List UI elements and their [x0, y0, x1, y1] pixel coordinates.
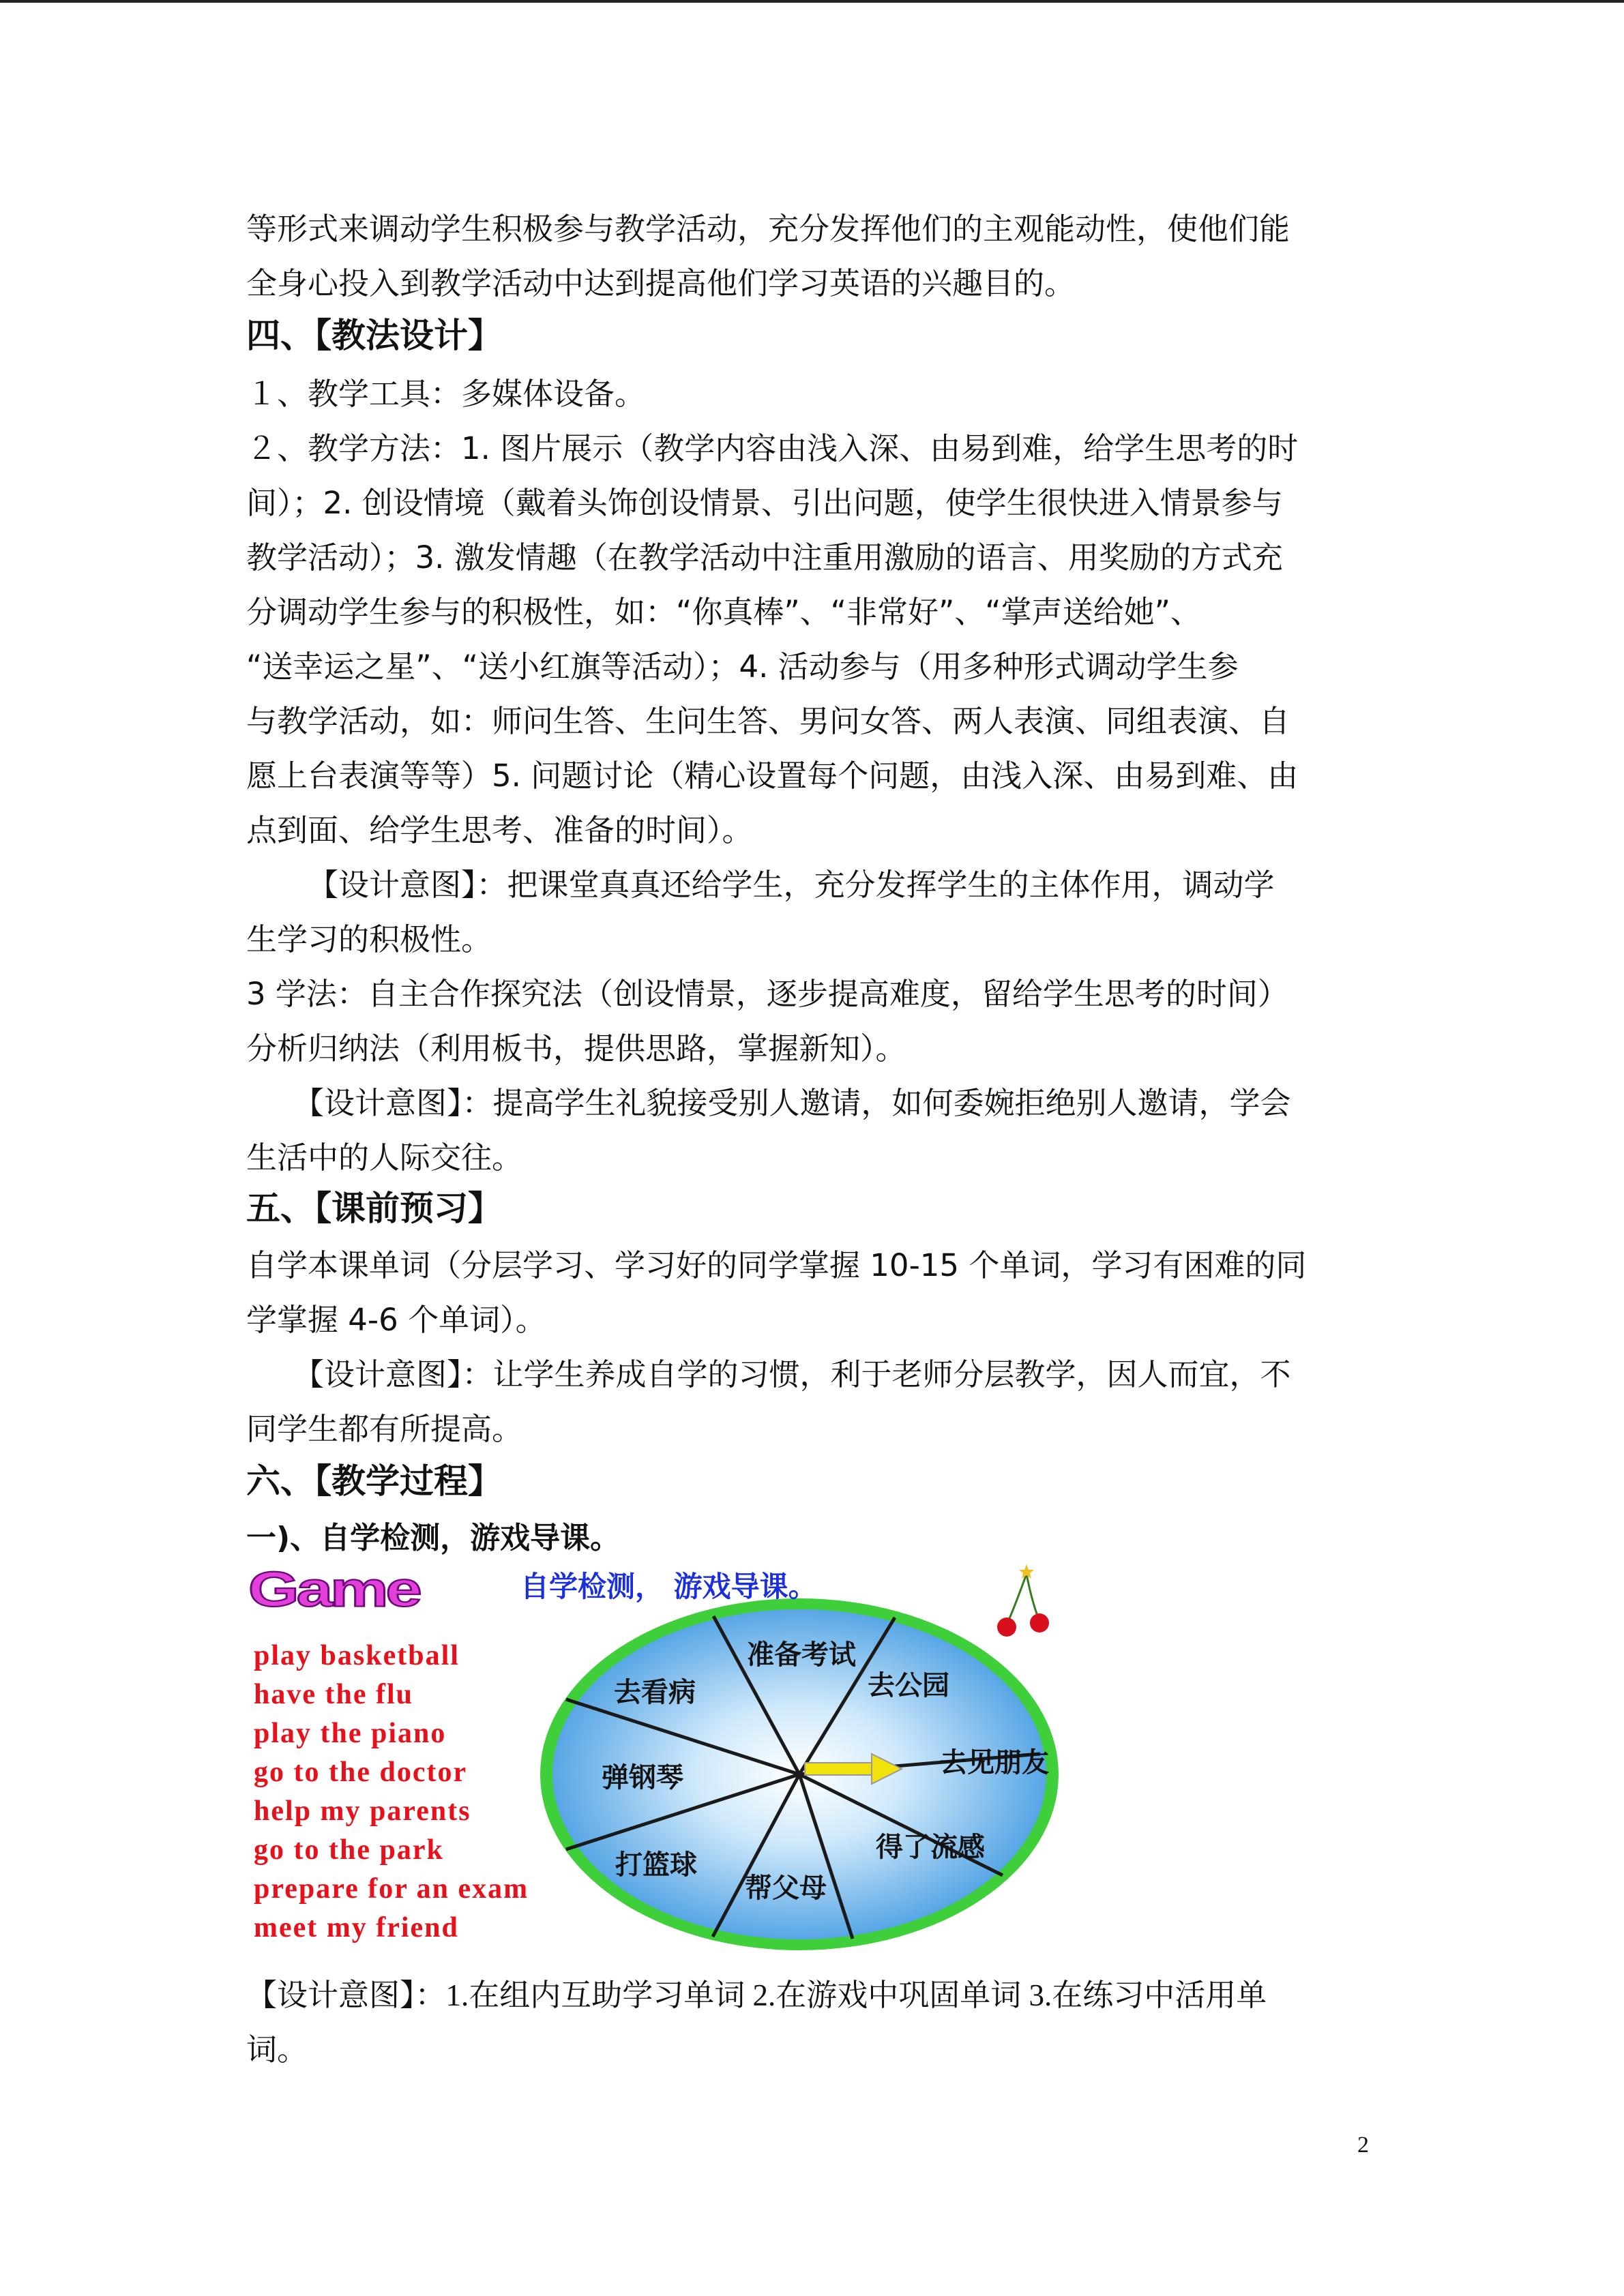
wheel-label: 去看病 — [614, 1677, 696, 1708]
design-intent-line: 【设计意图】：1.在组内互助学习单词 2.在游戏中巩固单词 3.在练习中活用单 — [246, 1978, 1267, 2012]
page-number: 2 — [1357, 2132, 1369, 2158]
paragraph-line: 愿上台表演等等）5. 问题讨论（精心设置每个问题，由浅入深、由易到难、由 — [246, 758, 1299, 794]
phrase-item: play the piano — [254, 1718, 447, 1749]
paragraph-line: 3 学法：自主合作探究法（创设情景，逐步提高难度，留给学生思考的时间） — [246, 976, 1288, 1012]
subsection-heading: 一)、自学检测，游戏导课。 — [246, 1521, 621, 1555]
section-heading-4: 四、【教法设计】 — [246, 316, 502, 355]
wheel-label: 得了流感 — [876, 1832, 985, 1863]
paragraph-line: 学掌握 4-6 个单词）。 — [246, 1302, 546, 1338]
wheel-label: 去见朋友 — [940, 1747, 1049, 1778]
phrase-item: go to the park — [254, 1834, 444, 1866]
page-top-border — [0, 0, 1624, 3]
section-heading-6: 六、【教学过程】 — [246, 1461, 502, 1501]
paragraph-line: 自学本课单词（分层学习、学习好的同学掌握 10-15 个单词，学习有困难的同 — [246, 1247, 1307, 1283]
cherry-icon — [989, 1562, 1064, 1643]
wheel-label: 帮父母 — [745, 1873, 827, 1904]
paragraph-line: 分调动学生参与的积极性，如：“你真棒”、“非常好”、“掌声送给她”、 — [246, 594, 1201, 630]
paragraph-line: 分析归纳法（利用板书，提供思路，掌握新知）。 — [246, 1030, 906, 1067]
paragraph-line: 生学习的积极性。 — [246, 921, 492, 957]
design-intent-line: 【设计意图】：让学生养成自学的习惯，利于老师分层教学，因人而宜，不 — [293, 1356, 1291, 1392]
wheel-label: 准备考试 — [747, 1639, 856, 1671]
design-intent-line: 【设计意图】：提高学生礼貌接受别人邀请，如何委婉拒绝别人邀请，学会 — [293, 1085, 1291, 1121]
paragraph-line: 教学活动）；3. 激发情趣（在教学活动中注重用激励的语言、用奖励的方式充 — [246, 539, 1283, 576]
paragraph-line: １、教学工具：多媒体设备。 — [246, 376, 646, 412]
paragraph-line: 同学生都有所提高。 — [246, 1411, 523, 1447]
design-intent-line: 【设计意图】：把课堂真真还给学生，充分发挥学生的主体作用，调动学 — [308, 867, 1275, 903]
phrase-item: meet my friend — [254, 1912, 459, 1943]
phrase-item: help my parents — [254, 1795, 471, 1827]
paragraph-line: ２、教学方法：1. 图片展示（教学内容由浅入深、由易到难，给学生思考的时 — [246, 430, 1299, 466]
paragraph-line: 与教学活动，如：师问生答、生问生答、男问女答、两人表演、同组表演、自 — [246, 703, 1290, 739]
wheel-label: 打篮球 — [615, 1849, 697, 1881]
game-logo: Game — [248, 1562, 419, 1617]
phrase-item: play basketball — [254, 1640, 460, 1671]
phrase-item: go to the doctor — [254, 1757, 468, 1788]
paragraph-line: 间）；2. 创设情境（戴着头饰创设情景、引出问题，使学生很快进入情景参与 — [246, 485, 1283, 521]
section-heading-5: 五、【课前预习】 — [246, 1189, 502, 1228]
paragraph-line: 生活中的人际交往。 — [246, 1139, 523, 1176]
phrase-item: have the flu — [254, 1679, 413, 1710]
wheel-label: 弹钢琴 — [602, 1762, 683, 1793]
paragraph-line: 词。 — [246, 2033, 308, 2067]
paragraph-line: “送幸运之星”、“送小红旗等活动）；4. 活动参与（用多种形式调动学生参 — [246, 648, 1239, 685]
wheel-label: 去公园 — [868, 1670, 949, 1701]
paragraph-line: 等形式来调动学生积极参与教学活动，充分发挥他们的主观能动性，使他们能 — [246, 211, 1290, 247]
paragraph-line: 全身心投入到教学活动中达到提高他们学习英语的兴趣目的。 — [246, 265, 1076, 301]
game-title: 自学检测， 游戏导课。 — [520, 1570, 817, 1603]
phrase-item: prepare for an exam — [254, 1873, 529, 1905]
paragraph-line: 点到面、给学生思考、准备的时间）。 — [246, 812, 753, 848]
english-phrase-list — [254, 1637, 529, 1948]
